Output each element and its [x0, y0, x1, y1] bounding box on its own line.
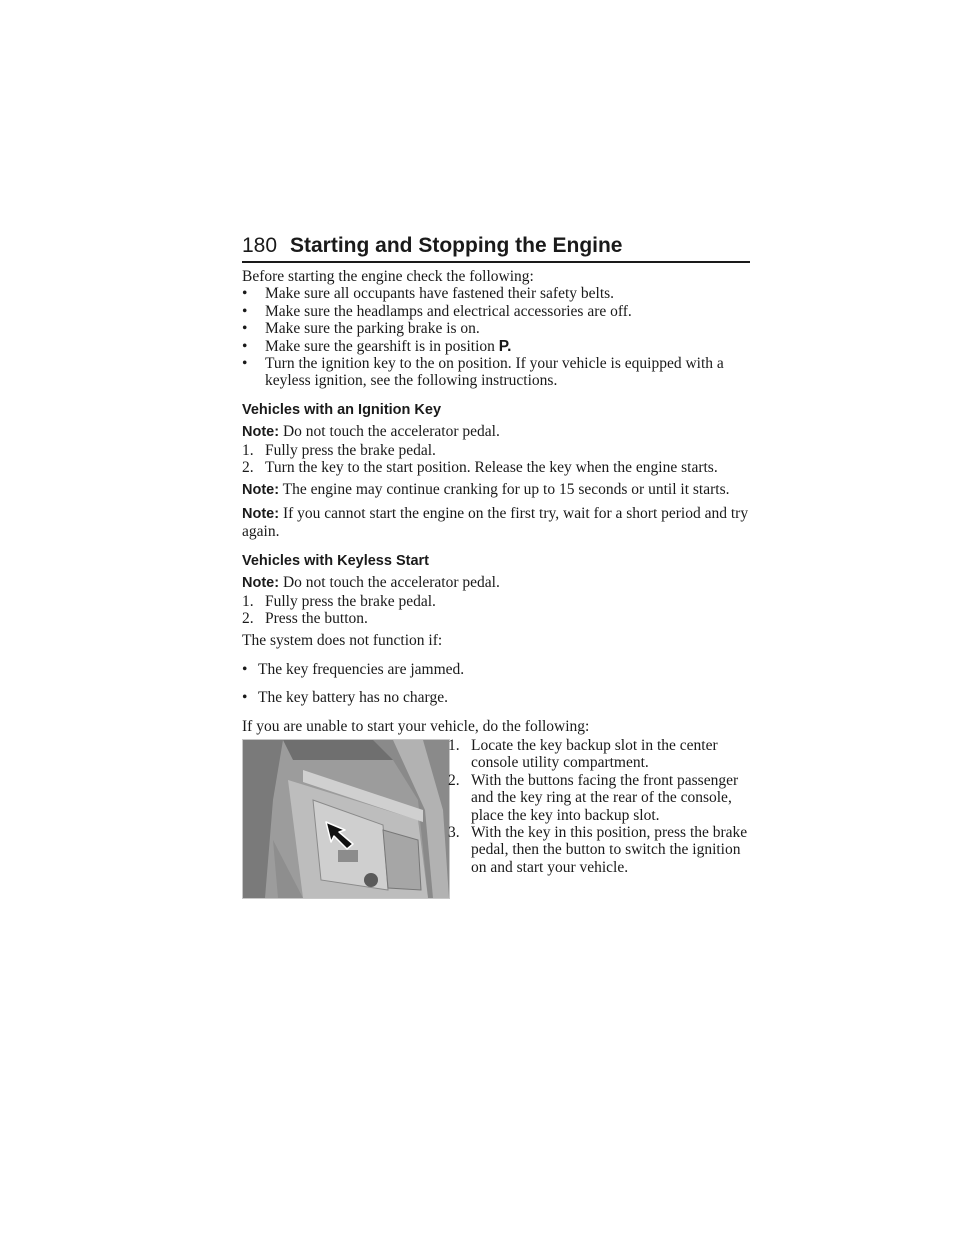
step-text: With the key in this position, press the brake pedal, then the button to switch the ignition on and start your vehicle.: [471, 823, 748, 876]
step-text: Press the button.: [265, 609, 368, 627]
list-item-text: Make sure all occupants have fastened their safety belts.: [265, 285, 615, 303]
note: [242, 481, 752, 499]
note-label: Note:: [242, 424, 280, 441]
step-number: 1.: [242, 592, 254, 610]
section-heading-keyless-start: Vehicles with Keyless Start: [242, 552, 429, 569]
note: [242, 574, 752, 592]
page-header: [242, 231, 750, 263]
step-number: 3.: [448, 823, 460, 841]
step-number: 2.: [448, 771, 460, 789]
console-illustration: [243, 740, 449, 898]
note-text: If you cannot start the engine on the first try, wait for a short period and try again.: [242, 504, 749, 541]
step-text: Turn the key to the start position. Release the key when the engine starts.: [265, 459, 718, 477]
list-item: [242, 338, 752, 355]
list-item: [242, 661, 752, 678]
step-item: [242, 593, 752, 610]
list-item-text: Make sure the headlamps and electrical accessories are off.: [265, 302, 632, 320]
step-item: [242, 459, 752, 476]
step-text: Fully press the brake pedal.: [265, 441, 436, 459]
list-item: [242, 320, 752, 337]
note-label: Note:: [242, 505, 280, 522]
bullet-glyph: •: [242, 689, 248, 707]
bullet-glyph: •: [242, 302, 248, 320]
list-item-text: The key frequencies are jammed.: [258, 660, 465, 678]
backup-steps: [448, 737, 752, 876]
bullet-glyph: •: [242, 285, 248, 303]
step-number: 2.: [242, 609, 254, 627]
note-text: The engine may continue cranking for up to 15 seconds or until it starts.: [279, 481, 730, 499]
step-number: 2.: [242, 459, 254, 477]
bullet-glyph: •: [242, 320, 248, 338]
bullet-glyph: •: [242, 660, 248, 678]
step-text: Locate the key backup slot in the center console utility compartment.: [471, 736, 718, 772]
note-label: Note:: [242, 482, 280, 499]
backup-section: [242, 736, 752, 929]
page-title: Starting and Stopping the Engine: [290, 234, 623, 257]
list-item-text: The key battery has no charge.: [258, 689, 448, 707]
unable-intro: If you are unable to start your vehicle, do the following:: [242, 717, 590, 735]
page-number: 180: [242, 234, 278, 257]
checklist: [242, 285, 752, 389]
note: [242, 505, 752, 541]
page-content: [242, 268, 752, 929]
gear-position-label: P.: [498, 337, 512, 355]
step-text: Fully press the brake pedal.: [265, 592, 436, 610]
list-item: [242, 303, 752, 320]
note: [242, 423, 752, 441]
step-item: [448, 737, 752, 772]
note-label: Note:: [242, 575, 280, 592]
bullet-glyph: •: [242, 337, 248, 355]
note-text: Do not touch the accelerator pedal.: [279, 574, 500, 592]
section-heading-ignition-key: Vehicles with an Ignition Key: [242, 401, 442, 418]
step-text: With the buttons facing the front passenger and the key ring at the rear of the console, place the key into backup slot.: [471, 771, 739, 824]
list-item: [242, 689, 752, 706]
step-item: [448, 824, 752, 876]
list-item: [242, 285, 752, 302]
step-item: [242, 610, 752, 627]
intro-text: Before starting the engine check the following:: [242, 268, 534, 285]
console-photo: [242, 739, 450, 899]
note-text: Do not touch the accelerator pedal.: [279, 423, 500, 441]
step-item: [448, 772, 752, 824]
step-number: 1.: [242, 441, 254, 459]
step-item: [242, 442, 752, 459]
list-item-text: Turn the ignition key to the on position. If your vehicle is equipped with a keyless ignition, see the following instructions.: [265, 355, 724, 390]
list-item-text: Make sure the parking brake is on.: [265, 320, 480, 338]
list-item-text: Make sure the gearshift is in position: [265, 337, 499, 355]
step-number: 1.: [448, 736, 460, 754]
fail-intro: The system does not function if:: [242, 632, 443, 650]
bullet-glyph: •: [242, 355, 248, 373]
list-item: [242, 355, 752, 390]
